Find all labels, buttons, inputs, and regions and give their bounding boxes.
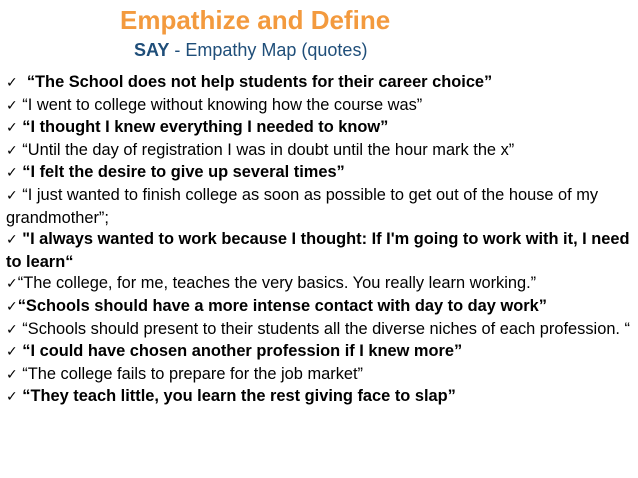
checkmark-icon: ✓ — [6, 298, 18, 315]
quote-text: “The college, for me, teaches the very basics. You really learn working.” — [17, 274, 537, 293]
checkmark-icon: ✓ — [6, 75, 18, 91]
quote-list — [6, 72, 634, 409]
quote-item — [6, 319, 634, 342]
checkmark-icon: ✓ — [6, 97, 18, 114]
quote-item — [6, 140, 634, 163]
quote-text: “I went to college without knowing how the course was” — [22, 95, 423, 114]
quote-text: “The School does not help students for their career choice” — [26, 73, 493, 91]
quote-spacer — [18, 73, 27, 91]
quote-text: "I always wanted to work because I thought: If I'm going to work with it, I need to learn“ — [6, 230, 630, 271]
checkmark-icon: ✓ — [6, 187, 18, 204]
quote-item — [6, 72, 634, 95]
quote-text: “Schools should present to their students all the diverse niches of each profession. “ — [22, 319, 630, 338]
slide-subtitle — [134, 38, 367, 62]
quote-text: “Until the day of registration I was in doubt until the hour mark the x” — [22, 140, 515, 159]
checkmark-icon: ✓ — [6, 344, 18, 361]
quote-item — [6, 95, 634, 118]
quote-text: “Schools should have a more intense contact with day to day work” — [17, 296, 547, 315]
checkmark-icon: ✓ — [6, 389, 18, 406]
checkmark-icon: ✓ — [6, 276, 18, 293]
quote-text: “I felt the desire to give up several times” — [22, 163, 345, 182]
subtitle-say-label: SAY — [134, 40, 170, 60]
quote-text: “The college fails to prepare for the job market” — [22, 364, 364, 383]
quote-text: “They teach little, you learn the rest giving face to slap” — [22, 387, 456, 406]
quote-text: “I just wanted to finish college as soon as possible to get out of the house of my grandmother”; — [6, 185, 599, 227]
quote-item — [6, 117, 634, 140]
quote-item — [6, 162, 634, 185]
checkmark-icon: ✓ — [6, 142, 18, 159]
quote-item — [6, 229, 634, 273]
quote-item — [6, 273, 634, 296]
quote-item — [6, 296, 634, 319]
checkmark-icon: ✓ — [6, 321, 18, 338]
subtitle-description: - Empathy Map (quotes) — [169, 40, 368, 60]
quote-item — [6, 185, 634, 229]
quote-item — [6, 386, 634, 409]
checkmark-icon: ✓ — [6, 366, 18, 383]
checkmark-icon: ✓ — [6, 232, 18, 249]
quote-item — [6, 341, 634, 364]
checkmark-icon: ✓ — [6, 165, 18, 182]
quote-text: “I could have chosen another profession if I knew more” — [22, 342, 463, 361]
quote-item — [6, 364, 634, 387]
slide-title: Empathize and Define — [120, 5, 391, 35]
checkmark-icon: ✓ — [6, 120, 18, 137]
quote-text: “I thought I knew everything I needed to know” — [22, 118, 389, 137]
